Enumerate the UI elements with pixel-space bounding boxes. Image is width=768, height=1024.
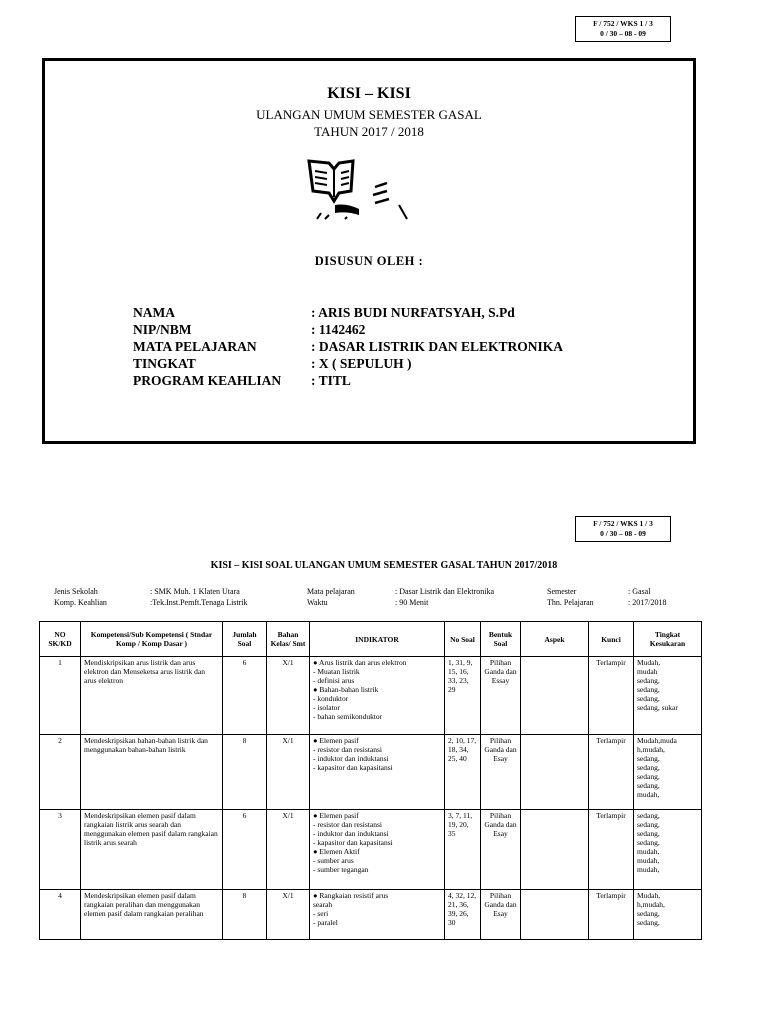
indikator-line: - isolator [313, 703, 340, 712]
cell-bentuk: Pilihan Ganda dan Esay [481, 890, 521, 940]
identity-label: NIP/NBM [133, 322, 192, 337]
tingkat-line: h,mudah, [637, 900, 665, 909]
cell-bahan: X/1 [267, 735, 310, 810]
header-kunci: Kunci [589, 622, 634, 657]
cell-kunci: Terlampir [589, 810, 634, 890]
indikator-line: - konduktor [313, 694, 349, 703]
form-code-line-2: 0 / 30 – 08 - 09 [600, 29, 646, 38]
cell-aspek [521, 810, 589, 890]
identity-label: MATA PELAJARAN [133, 339, 257, 354]
cell-bahan: X/1 [267, 657, 310, 735]
tingkat-line: sedang, [637, 694, 660, 703]
indikator-line: ● Bahan-bahan listrik [313, 685, 379, 694]
indikator-line: - kapasitor dan kapasitansi [313, 763, 393, 772]
cell-kunci: Terlampir [589, 657, 634, 735]
tingkat-line: Mudah,muda [637, 736, 677, 745]
cell-indikator [310, 735, 445, 810]
cell-kunci: Terlampir [589, 890, 634, 940]
indikator-line: - sumber arus [313, 856, 354, 865]
form-code-line-1: F / 752 / WKS 1 / 3 [593, 19, 653, 28]
tingkat-line: sedang, [637, 811, 660, 820]
tingkat-line: sedang, [637, 918, 660, 927]
meta-values-col-3 [628, 586, 666, 608]
cell-no-soal: 3, 7, 11, 19, 20, 35 [445, 810, 481, 890]
indikator-line: - seri [313, 909, 329, 918]
indikator-line: - definisi arus [313, 676, 355, 685]
meta-values-col-2 [395, 586, 494, 608]
identity-label: NAMA [133, 305, 175, 320]
meta-value: : SMK Muh. 1 Klaten Utara [150, 587, 240, 596]
identity-value: : ARIS BUDI NURFATSYAH, S.Pd [311, 305, 515, 320]
cell-kompetensi: Mendeskripsikan elemen pasif dalam rangkaian listrik arus searah dan menggunakan elemen pasif dalam rangkaian listrik arus searah [81, 810, 223, 890]
indikator-line: - resistor dan resistansi [313, 820, 382, 829]
tingkat-line: sedang, [637, 772, 660, 781]
indikator-line: - resistor dan resistansi [313, 745, 382, 754]
indikator-line: ● Elemen Aktif [313, 847, 360, 856]
cell-tingkat [634, 810, 702, 890]
cell-kompetensi: Mendeskripsikan elemen pasif dalam rangkaian peralihan dan menggunakan elemen pasif dalam rangkaian peralihan [81, 890, 223, 940]
indikator-line: - paralel [313, 918, 338, 927]
meta-label: Jenis Sekolah [54, 587, 98, 596]
cell-bahan: X/1 [267, 890, 310, 940]
cell-bentuk: Pilihan Ganda dan Esay [481, 735, 521, 810]
header-bentuk: Bentuk Soal [481, 622, 521, 657]
cell-bentuk: Pilihan Ganda dan Esay [481, 810, 521, 890]
tingkat-line: Mudah, [637, 891, 661, 900]
cell-aspek [521, 890, 589, 940]
identity-value: : TITL [311, 373, 351, 388]
form-code-box [575, 16, 671, 42]
cell-indikator [310, 890, 445, 940]
cell-tingkat [634, 657, 702, 735]
tingkat-line: mudah, [637, 790, 660, 799]
tingkat-line: sedang, [637, 820, 660, 829]
indikator-line: ● Rangkaian resistif arus [313, 891, 389, 900]
meta-value: : Gasal [628, 587, 651, 596]
indikator-line: ● Elemen pasif [313, 736, 359, 745]
meta-label: Mata pelajaran [307, 587, 355, 596]
tingkat-line: sedang, [637, 781, 660, 790]
cell-no: 1 [40, 657, 81, 735]
cell-indikator [310, 810, 445, 890]
book-reading-icon [303, 157, 413, 221]
tingkat-line: sedang, sukar [637, 703, 678, 712]
table-header-row [40, 622, 702, 657]
prepared-by-label: DISUSUN OLEH : [314, 254, 424, 268]
identity-value: : 1142462 [311, 322, 366, 337]
cover-year: TAHUN 2017 / 2018 [314, 124, 424, 139]
form-code-box [575, 516, 671, 542]
cell-no: 2 [40, 735, 81, 810]
tingkat-line: mudah, [637, 847, 660, 856]
cell-no-soal: 2, 10, 17, 18, 34, 25, 40 [445, 735, 481, 810]
cell-aspek [521, 735, 589, 810]
tingkat-line: sedang, [637, 763, 660, 772]
cell-tingkat [634, 890, 702, 940]
tingkat-line: mudah [637, 667, 658, 676]
header-bahan: Bahan Kelas/ Smt [267, 622, 310, 657]
cover-title: KISI – KISI [327, 85, 411, 102]
sheet-title: KISI – KISI SOAL ULANGAN UMUM SEMESTER GASAL TAHUN 2017/2018 [210, 560, 558, 571]
cell-kompetensi: Mendeskripsikan bahan-bahan listrik dan menggunakan bahan-bahan listrik [81, 735, 223, 810]
tingkat-line: h,mudah, [637, 745, 665, 754]
identity-value: : X ( SEPULUH ) [311, 356, 412, 371]
cell-jumlah: 8 [223, 735, 267, 810]
tingkat-line: sedang, [637, 829, 660, 838]
header-aspek: Aspek [521, 622, 589, 657]
cell-no-soal: 1, 31, 9, 15, 16, 33, 23, 29 [445, 657, 481, 735]
cell-bahan: X/1 [267, 810, 310, 890]
tingkat-line: mudah, [637, 856, 660, 865]
identity-label: TINGKAT [133, 356, 196, 371]
table-row [40, 735, 702, 810]
table-row [40, 810, 702, 890]
meta-value: : 2017/2018 [628, 598, 667, 607]
header-no-soal: No Soal [445, 622, 481, 657]
meta-label: Semester [547, 587, 577, 596]
header-jumlah: Jumlah Soal [223, 622, 267, 657]
cell-no-soal: 4, 32, 12, 21, 36, 39, 26, 30 [445, 890, 481, 940]
tingkat-line: Mudah, [637, 658, 661, 667]
header-no: NO SK/KD [40, 622, 81, 657]
meta-labels-col-1 [54, 586, 107, 608]
meta-values-col-1 [150, 586, 248, 608]
meta-value: : 90 Menit [395, 598, 429, 607]
cell-aspek [521, 657, 589, 735]
form-code-line-1: F / 752 / WKS 1 / 3 [593, 519, 653, 528]
meta-value: : Dasar Listrik dan Elektronika [395, 587, 495, 596]
cell-kunci: Terlampir [589, 735, 634, 810]
indikator-line: - kapasitor dan kapasitansi [313, 838, 393, 847]
header-kompetensi: Kompetensi/Sub Kompetensi ( Stndar Komp / Komp Dasar ) [81, 622, 223, 657]
kisi-table [39, 621, 702, 940]
indikator-line: - induktor dan induktansi [313, 829, 389, 838]
header-indikator: INDIKATOR [310, 622, 445, 657]
cell-no: 4 [40, 890, 81, 940]
indikator-line: - induktor dan induktansi [313, 754, 389, 763]
cell-jumlah: 6 [223, 810, 267, 890]
cover-box [42, 58, 696, 444]
form-code-line-2: 0 / 30 – 08 - 09 [600, 529, 646, 538]
tingkat-line: sedang, [637, 909, 660, 918]
cover-subtitle: ULANGAN UMUM SEMESTER GASAL [256, 107, 482, 122]
indikator-line: - Muatan listrik [313, 667, 360, 676]
cell-indikator [310, 657, 445, 735]
table-row [40, 657, 702, 735]
cell-kompetensi: Mendiskripsikan arus listrik dan arus elektron dan Menseketsa arus listrik dan arus elektron [81, 657, 223, 735]
cell-bentuk: Pilihan Ganda dan Essay [481, 657, 521, 735]
table-row [40, 890, 702, 940]
indikator-line: ● Arus listrik dan arus elektron [313, 658, 407, 667]
tingkat-line: sedang, [637, 685, 660, 694]
tingkat-line: mudah, [637, 865, 660, 874]
tingkat-line: sedang, [637, 676, 660, 685]
identity-value: : DASAR LISTRIK DAN ELEKTRONIKA [311, 339, 564, 354]
meta-label: Komp. Keahlian [54, 598, 107, 607]
tingkat-line: sedang, [637, 838, 660, 847]
meta-labels-col-2 [307, 586, 355, 608]
identity-label: PROGRAM KEAHLIAN [133, 373, 282, 388]
tingkat-line: sedang, [637, 754, 660, 763]
cell-jumlah: 8 [223, 890, 267, 940]
meta-value: :Tek.Inst.Pemft.Tenaga Listrik [150, 598, 248, 607]
indikator-line: - sumber tegangan [313, 865, 369, 874]
meta-label: Thn. Pelajaran [547, 598, 594, 607]
meta-label: Waktu [307, 598, 328, 607]
cell-jumlah: 6 [223, 657, 267, 735]
cell-no: 3 [40, 810, 81, 890]
indikator-line: - bahan semikonduktor [313, 712, 383, 721]
cell-tingkat [634, 735, 702, 810]
header-tingkat: Tingkat Kesukaran [634, 622, 702, 657]
indikator-line: ● Elemen pasif [313, 811, 359, 820]
indikator-line: searah [313, 900, 333, 909]
meta-labels-col-3 [547, 586, 594, 608]
